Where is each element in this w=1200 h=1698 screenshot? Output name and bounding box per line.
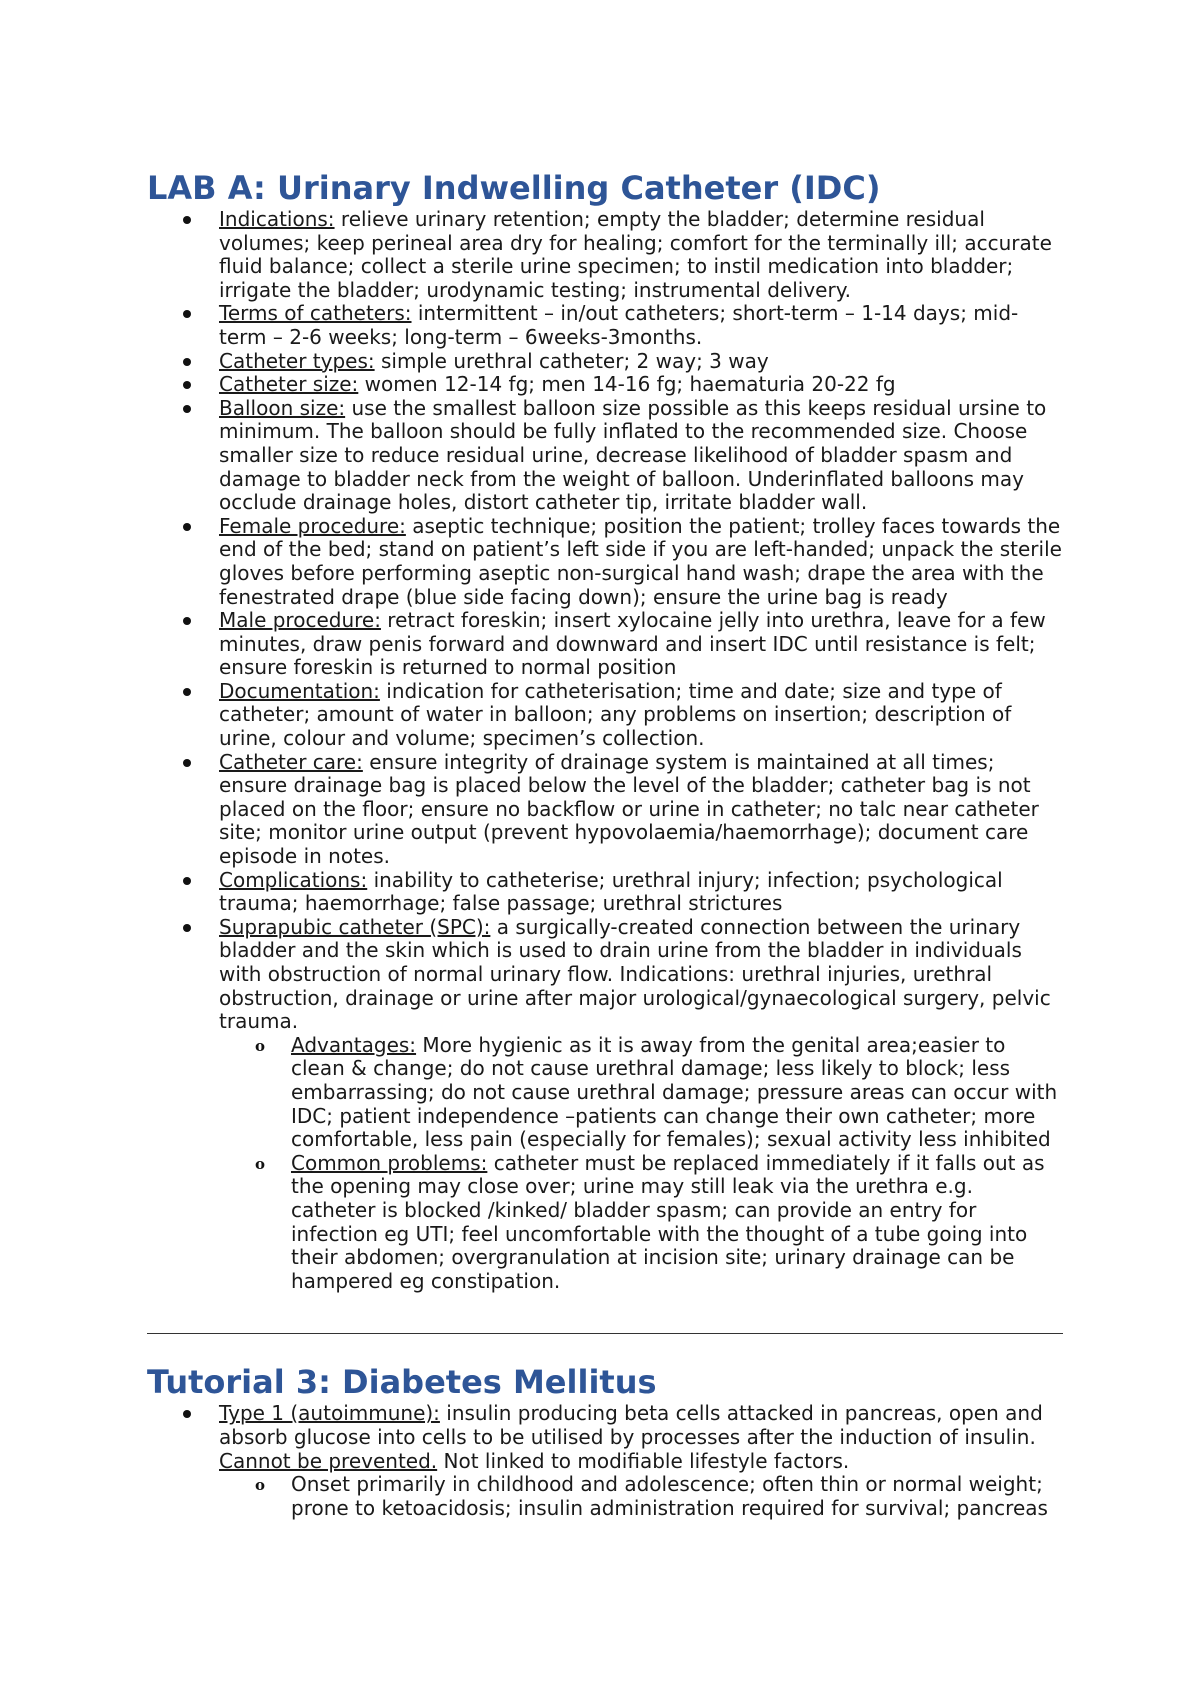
bullet-icon — [183, 759, 191, 767]
list-item: Catheter types: simple urethral catheter; 2 way; 3 way — [147, 350, 1063, 374]
bullet-icon — [183, 688, 191, 696]
circle-bullet-icon: o — [255, 1476, 266, 1495]
bullet-icon — [183, 405, 191, 413]
list-item: Catheter size: women 12-14 fg; men 14-16 fg; haematuria 20-22 fg — [147, 373, 1063, 397]
list-item: Complications: inability to catheterise; urethral injury; infection; psychological trauma; haemorrhage; false passage; urethral strictures — [147, 869, 1063, 916]
section-a-list — [147, 208, 1063, 1293]
sub-list-item: o Common problems: catheter must be replaced immediately if it falls out as the opening may close over; urine may still leak via the urethra e.g. catheter is blocked /kinked/ bladder spasm; can provide an entry for infection eg UTI; feel uncomfortable with the thought of a tube going into their abdomen; overgranulation at incision site; urinary drainage can be hampered eg constipation. — [255, 1150, 1045, 1293]
list-item: Indications: relieve urinary retention; empty the bladder; determine residual volumes; keep perineal area dry for healing; comfort for the terminally ill; accurate fluid balance; collect a sterile urine specimen; to instil medication into bladder; irrigate the bladder; urodynamic testing; instrumental delivery. — [147, 208, 1063, 302]
document-page — [147, 168, 1063, 1520]
bullet-icon — [183, 310, 191, 318]
list-item: Documentation: indication for catheterisation; time and date; size and type of catheter; amount of water in balloon; any problems on insertion; description of urine, colour and volume; specimen’s collection. — [147, 680, 1063, 751]
type1-sublist — [219, 1473, 1063, 1520]
bullet-icon — [183, 358, 191, 366]
section-b-list — [147, 1402, 1063, 1520]
bullet-icon — [183, 381, 191, 389]
sub-list-item: o Advantages: More hygienic as it is away from the genital area;easier to clean & change; do not cause urethral damage; less likely to block; less embarrassing; do not cause urethral damage; pressure areas can occur with IDC; patient independence –patients can change their own catheter; more comfortable, less pain (especially for females); sexual activity less inhibited — [255, 1032, 1058, 1152]
section-b-title: Tutorial 3: Diabetes Mellitus — [147, 1363, 657, 1402]
bullet-icon — [183, 924, 191, 932]
spc-sublist — [219, 1034, 1063, 1294]
bullet-icon — [183, 1410, 191, 1418]
circle-bullet-icon: o — [255, 1036, 266, 1055]
bullet-icon — [183, 523, 191, 531]
section-divider — [147, 1333, 1063, 1334]
list-item: Type 1 (autoimmune): insulin producing beta cells attacked in pancreas, open and absorb glucose into cells to be utilised by processes after the induction of insulin. Cannot be prevented. Not linked to modifiable lifestyle factors. o Onset primarily in childhood and adolescence; often thin or normal weight; prone to ketoacidosis; insulin administration required for survival; pancreas — [147, 1402, 1063, 1520]
section-a-title: LAB A: Urinary Indwelling Catheter (IDC) — [147, 169, 881, 207]
sub-list-item: o Onset primarily in childhood and adolescence; often thin or normal weight; prone to ketoacidosis; insulin administration required for survival; pancreas — [255, 1472, 1048, 1520]
list-item: Male procedure: retract foreskin; insert xylocaine jelly into urethra, leave for a few minutes, draw penis forward and downward and insert IDC until resistance is felt; ensure foreskin is returned to normal position — [147, 609, 1063, 680]
bullet-icon — [183, 617, 191, 625]
circle-bullet-icon: o — [255, 1154, 266, 1173]
list-item: Balloon size: use the smallest balloon size possible as this keeps residual ursine to minimum. The balloon should be fully inflated to the recommended size. Choose smaller size to reduce residual urine, decrease likelihood of bladder spasm and damage to bladder neck from the weight of balloon. Underinflated balloons may occlude drainage holes, distort catheter tip, irritate bladder wall. — [147, 397, 1063, 515]
bullet-icon — [183, 877, 191, 885]
list-item: Female procedure: aseptic technique; position the patient; trolley faces towards the end of the bed; stand on patient’s left side if you are left-handed; unpack the sterile gloves before performing aseptic non-surgical hand wash; drape the area with the fenestrated drape (blue side facing down); ensure the urine bag is ready — [147, 515, 1063, 609]
list-item: Suprapubic catheter (SPC): a surgically-created connection between the urinary bladder and the skin which is used to drain urine from the bladder in individuals with obstruction of normal urinary flow. Indications: urethral injuries, urethral obstruction, drainage or urine after major urological/gynaecological surgery, pelvic trauma. o Advantages: More hygienic as it is away from the genital area;easier to clean & change; do not cause urethral damage; less likely to block; less embarrassing; do not cause urethral damage; pressure areas can occur with IDC; patient independence –patients can change their own catheter; more comfortable, less pain (especially for females); sexual activity less inhibited o Common problems: catheter must be replaced immediately if it falls out as the opening may close over; urine may still leak via the urethra e.g. catheter is blocked /kinked/ bladder spasm; can provide an entry for infection eg UTI; feel uncomfortable with the thought of a tube going into their abdomen; overgranulation at incision site; urinary drainage can be hampered eg constipation. — [147, 916, 1063, 1294]
list-item: Catheter care: ensure integrity of drainage system is maintained at all times; ensure drainage bag is placed below the level of the bladder; catheter bag is not placed on the floor; ensure no backflow or urine in catheter; no talc near catheter site; monitor urine output (prevent hypovolaemia/haemorrhage); document care episode in notes. — [147, 751, 1063, 869]
list-item: Terms of catheters: intermittent – in/out catheters; short-term – 1-14 days; mid-term – 2-6 weeks; long-term – 6weeks-3months. — [147, 302, 1063, 349]
bullet-icon — [183, 216, 191, 224]
